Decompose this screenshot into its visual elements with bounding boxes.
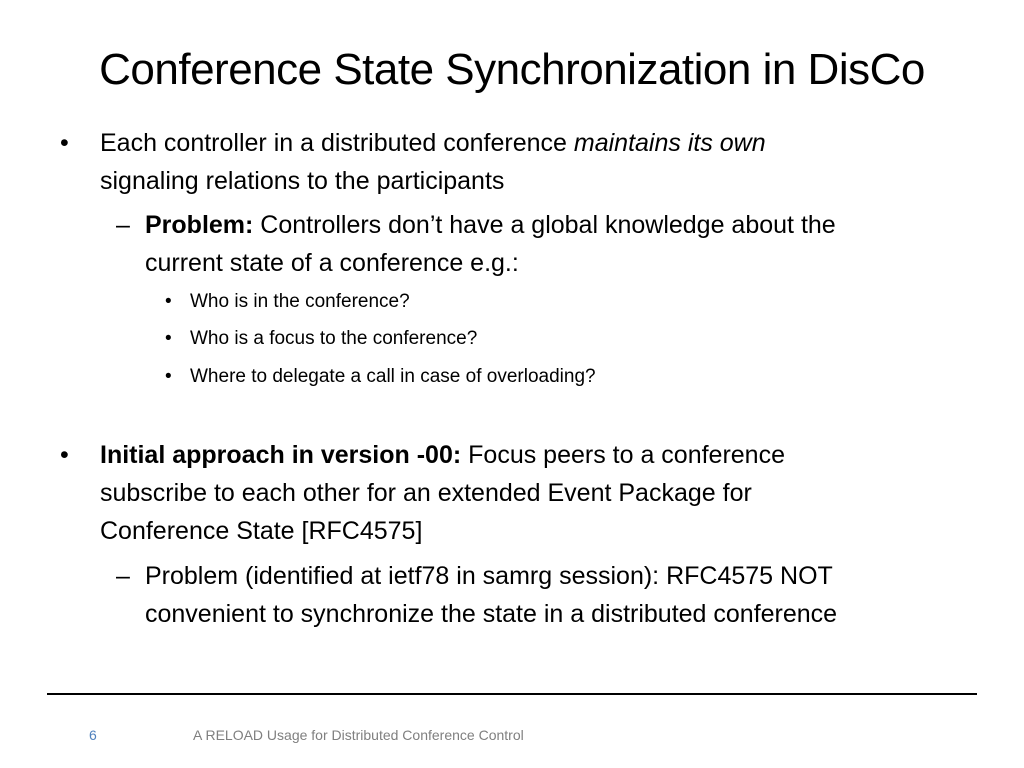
sub-sub-bullet-marker: •	[165, 291, 172, 312]
bullet-marker: •	[60, 129, 69, 157]
emphasis-text: maintains its own	[573, 129, 766, 157]
bullet-line: Problem (identified at ietf78 in samrg session): RFC4575 NOT	[145, 562, 833, 590]
slide-title: Conference State Synchronization in DisCo	[99, 45, 925, 94]
footer-title: A RELOAD Usage for Distributed Conference Control	[193, 727, 524, 743]
bullet-line: convenient to synchronize the state in a distributed conference	[145, 600, 838, 628]
sub-bullet-problem-global-knowledge	[145, 206, 836, 282]
bold-label: Initial approach in version -00:	[100, 441, 462, 469]
footer-divider	[47, 693, 977, 695]
bullet-line	[100, 124, 766, 162]
bullet-line: subscribe to each other for an extended Event Package for	[100, 479, 752, 507]
slide-number: 6	[89, 727, 97, 743]
bullet-line: signaling relations to the participants	[100, 167, 505, 195]
bold-label: Problem:	[145, 211, 254, 239]
bullet-text: Focus peers to a conference	[461, 441, 785, 469]
sub-sub-bullet-marker: •	[165, 366, 172, 387]
bullet-initial-approach	[100, 436, 785, 550]
sub-sub-bullet-who-in-conference: Who is in the conference?	[190, 291, 410, 312]
sub-sub-bullet-marker: •	[165, 328, 172, 349]
sub-bullet-marker: –	[116, 562, 130, 590]
bullet-text: Controllers don’t have a global knowledge about the	[253, 211, 836, 239]
bullet-controller-signaling	[100, 124, 766, 200]
bullet-line	[145, 206, 836, 244]
bullet-marker: •	[60, 441, 69, 469]
bullet-line: Conference State [RFC4575]	[100, 517, 423, 545]
sub-bullet-problem-rfc4575	[145, 557, 837, 633]
bullet-line	[100, 436, 785, 474]
sub-sub-bullet-delegate-call: Where to delegate a call in case of overloading?	[190, 366, 596, 387]
bullet-text: Each controller in a distributed conference	[100, 129, 574, 157]
bullet-line: current state of a conference e.g.:	[145, 249, 519, 277]
sub-sub-bullet-who-is-focus: Who is a focus to the conference?	[190, 328, 478, 349]
sub-bullet-marker: –	[116, 211, 130, 239]
